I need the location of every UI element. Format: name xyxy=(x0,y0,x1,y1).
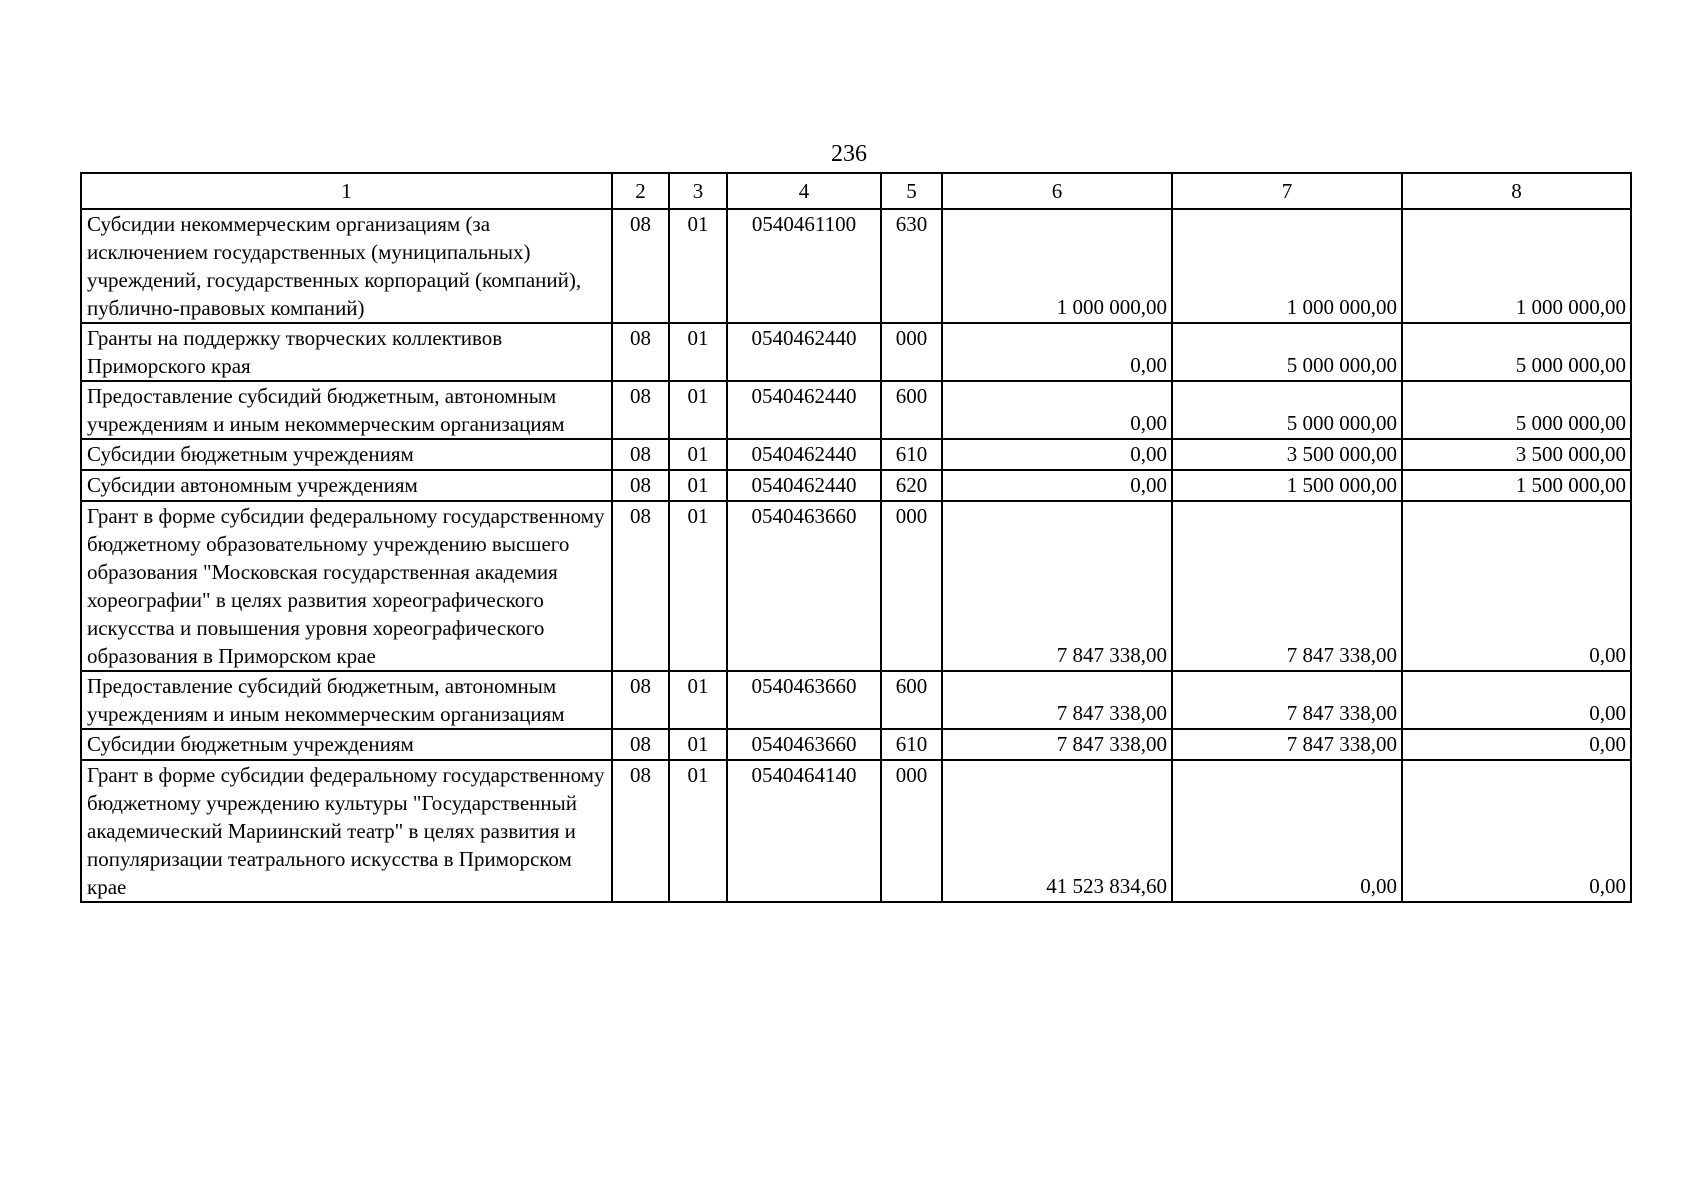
expense-type-code: 000 xyxy=(881,760,942,902)
amount-col-6: 41 523 834,60 xyxy=(942,760,1172,902)
table-row xyxy=(81,323,1631,381)
item-name: Предоставление субсидий бюджетным, автономным учреждениям и иным некоммерческим организациям xyxy=(81,381,612,439)
amount-col-8: 0,00 xyxy=(1402,729,1631,760)
column-header: 8 xyxy=(1402,173,1631,209)
column-header: 5 xyxy=(881,173,942,209)
amount-col-7: 5 000 000,00 xyxy=(1172,381,1402,439)
amount-col-7: 1 000 000,00 xyxy=(1172,209,1402,323)
item-name: Субсидии бюджетным учреждениям xyxy=(81,729,612,760)
amount-col-6: 7 847 338,00 xyxy=(942,729,1172,760)
table-row xyxy=(81,671,1631,729)
item-name: Субсидии автономным учреждениям xyxy=(81,470,612,501)
target-article-code: 0540463660 xyxy=(727,501,881,671)
table-row xyxy=(81,439,1631,470)
target-article-code: 0540464140 xyxy=(727,760,881,902)
target-article-code: 0540463660 xyxy=(727,671,881,729)
column-header: 2 xyxy=(612,173,669,209)
expense-type-code: 610 xyxy=(881,439,942,470)
subsection-code: 01 xyxy=(669,501,727,671)
amount-col-6: 7 847 338,00 xyxy=(942,501,1172,671)
table-row xyxy=(81,760,1631,902)
column-header: 7 xyxy=(1172,173,1402,209)
subsection-code: 01 xyxy=(669,729,727,760)
subsection-code: 01 xyxy=(669,323,727,381)
item-name: Гранты на поддержку творческих коллективов Приморского края xyxy=(81,323,612,381)
amount-col-8: 0,00 xyxy=(1402,671,1631,729)
subsection-code: 01 xyxy=(669,671,727,729)
subsection-code: 01 xyxy=(669,381,727,439)
amount-col-8: 1 500 000,00 xyxy=(1402,470,1631,501)
amount-col-8: 0,00 xyxy=(1402,760,1631,902)
amount-col-6: 0,00 xyxy=(942,470,1172,501)
column-header: 6 xyxy=(942,173,1172,209)
table-row xyxy=(81,381,1631,439)
item-name: Субсидии некоммерческим организациям (за исключением государственных (муниципальных) учреждений, государственных корпораций (компаний), публично-правовых компаний) xyxy=(81,209,612,323)
header-row xyxy=(81,173,1631,209)
subsection-code: 01 xyxy=(669,470,727,501)
expense-type-code: 000 xyxy=(881,323,942,381)
target-article-code: 0540462440 xyxy=(727,439,881,470)
column-header: 3 xyxy=(669,173,727,209)
amount-col-7: 7 847 338,00 xyxy=(1172,729,1402,760)
expense-type-code: 600 xyxy=(881,381,942,439)
target-article-code: 0540461100 xyxy=(727,209,881,323)
amount-col-8: 0,00 xyxy=(1402,501,1631,671)
amount-col-7: 5 000 000,00 xyxy=(1172,323,1402,381)
table-row xyxy=(81,729,1631,760)
target-article-code: 0540462440 xyxy=(727,381,881,439)
table-row xyxy=(81,470,1631,501)
amount-col-8: 1 000 000,00 xyxy=(1402,209,1631,323)
item-name: Субсидии бюджетным учреждениям xyxy=(81,439,612,470)
subsection-code: 01 xyxy=(669,209,727,323)
table-row xyxy=(81,501,1631,671)
amount-col-6: 0,00 xyxy=(942,439,1172,470)
expense-type-code: 000 xyxy=(881,501,942,671)
expense-type-code: 600 xyxy=(881,671,942,729)
section-code: 08 xyxy=(612,671,669,729)
amount-col-7: 7 847 338,00 xyxy=(1172,671,1402,729)
amount-col-6: 7 847 338,00 xyxy=(942,671,1172,729)
expense-type-code: 620 xyxy=(881,470,942,501)
section-code: 08 xyxy=(612,501,669,671)
amount-col-8: 5 000 000,00 xyxy=(1402,381,1631,439)
item-name: Грант в форме субсидии федеральному государственному бюджетному образовательному учреждению высшего образования "Московская государственная академия хореографии" в целях развития хореографического искусства и повышения уровня хореографического образования в Приморском крае xyxy=(81,501,612,671)
expense-type-code: 610 xyxy=(881,729,942,760)
amount-col-6: 0,00 xyxy=(942,323,1172,381)
column-header: 1 xyxy=(81,173,612,209)
page-number: 236 xyxy=(831,141,867,167)
amount-col-7: 3 500 000,00 xyxy=(1172,439,1402,470)
subsection-code: 01 xyxy=(669,760,727,902)
target-article-code: 0540463660 xyxy=(727,729,881,760)
subsection-code: 01 xyxy=(669,439,727,470)
amount-col-8: 5 000 000,00 xyxy=(1402,323,1631,381)
section-code: 08 xyxy=(612,729,669,760)
target-article-code: 0540462440 xyxy=(727,470,881,501)
section-code: 08 xyxy=(612,323,669,381)
expense-type-code: 630 xyxy=(881,209,942,323)
amount-col-6: 0,00 xyxy=(942,381,1172,439)
amount-col-7: 7 847 338,00 xyxy=(1172,501,1402,671)
section-code: 08 xyxy=(612,209,669,323)
item-name: Предоставление субсидий бюджетным, автономным учреждениям и иным некоммерческим организациям xyxy=(81,671,612,729)
table-row xyxy=(81,209,1631,323)
budget-table xyxy=(80,172,1632,903)
table-body xyxy=(81,209,1631,902)
section-code: 08 xyxy=(612,439,669,470)
amount-col-7: 1 500 000,00 xyxy=(1172,470,1402,501)
amount-col-7: 0,00 xyxy=(1172,760,1402,902)
amount-col-6: 1 000 000,00 xyxy=(942,209,1172,323)
section-code: 08 xyxy=(612,470,669,501)
section-code: 08 xyxy=(612,381,669,439)
target-article-code: 0540462440 xyxy=(727,323,881,381)
column-header: 4 xyxy=(727,173,881,209)
section-code: 08 xyxy=(612,760,669,902)
amount-col-8: 3 500 000,00 xyxy=(1402,439,1631,470)
item-name: Грант в форме субсидии федеральному государственному бюджетному учреждению культуры "Государственный академический Мариинский театр" в целях развития и популяризации театрального искусства в Приморском крае xyxy=(81,760,612,902)
